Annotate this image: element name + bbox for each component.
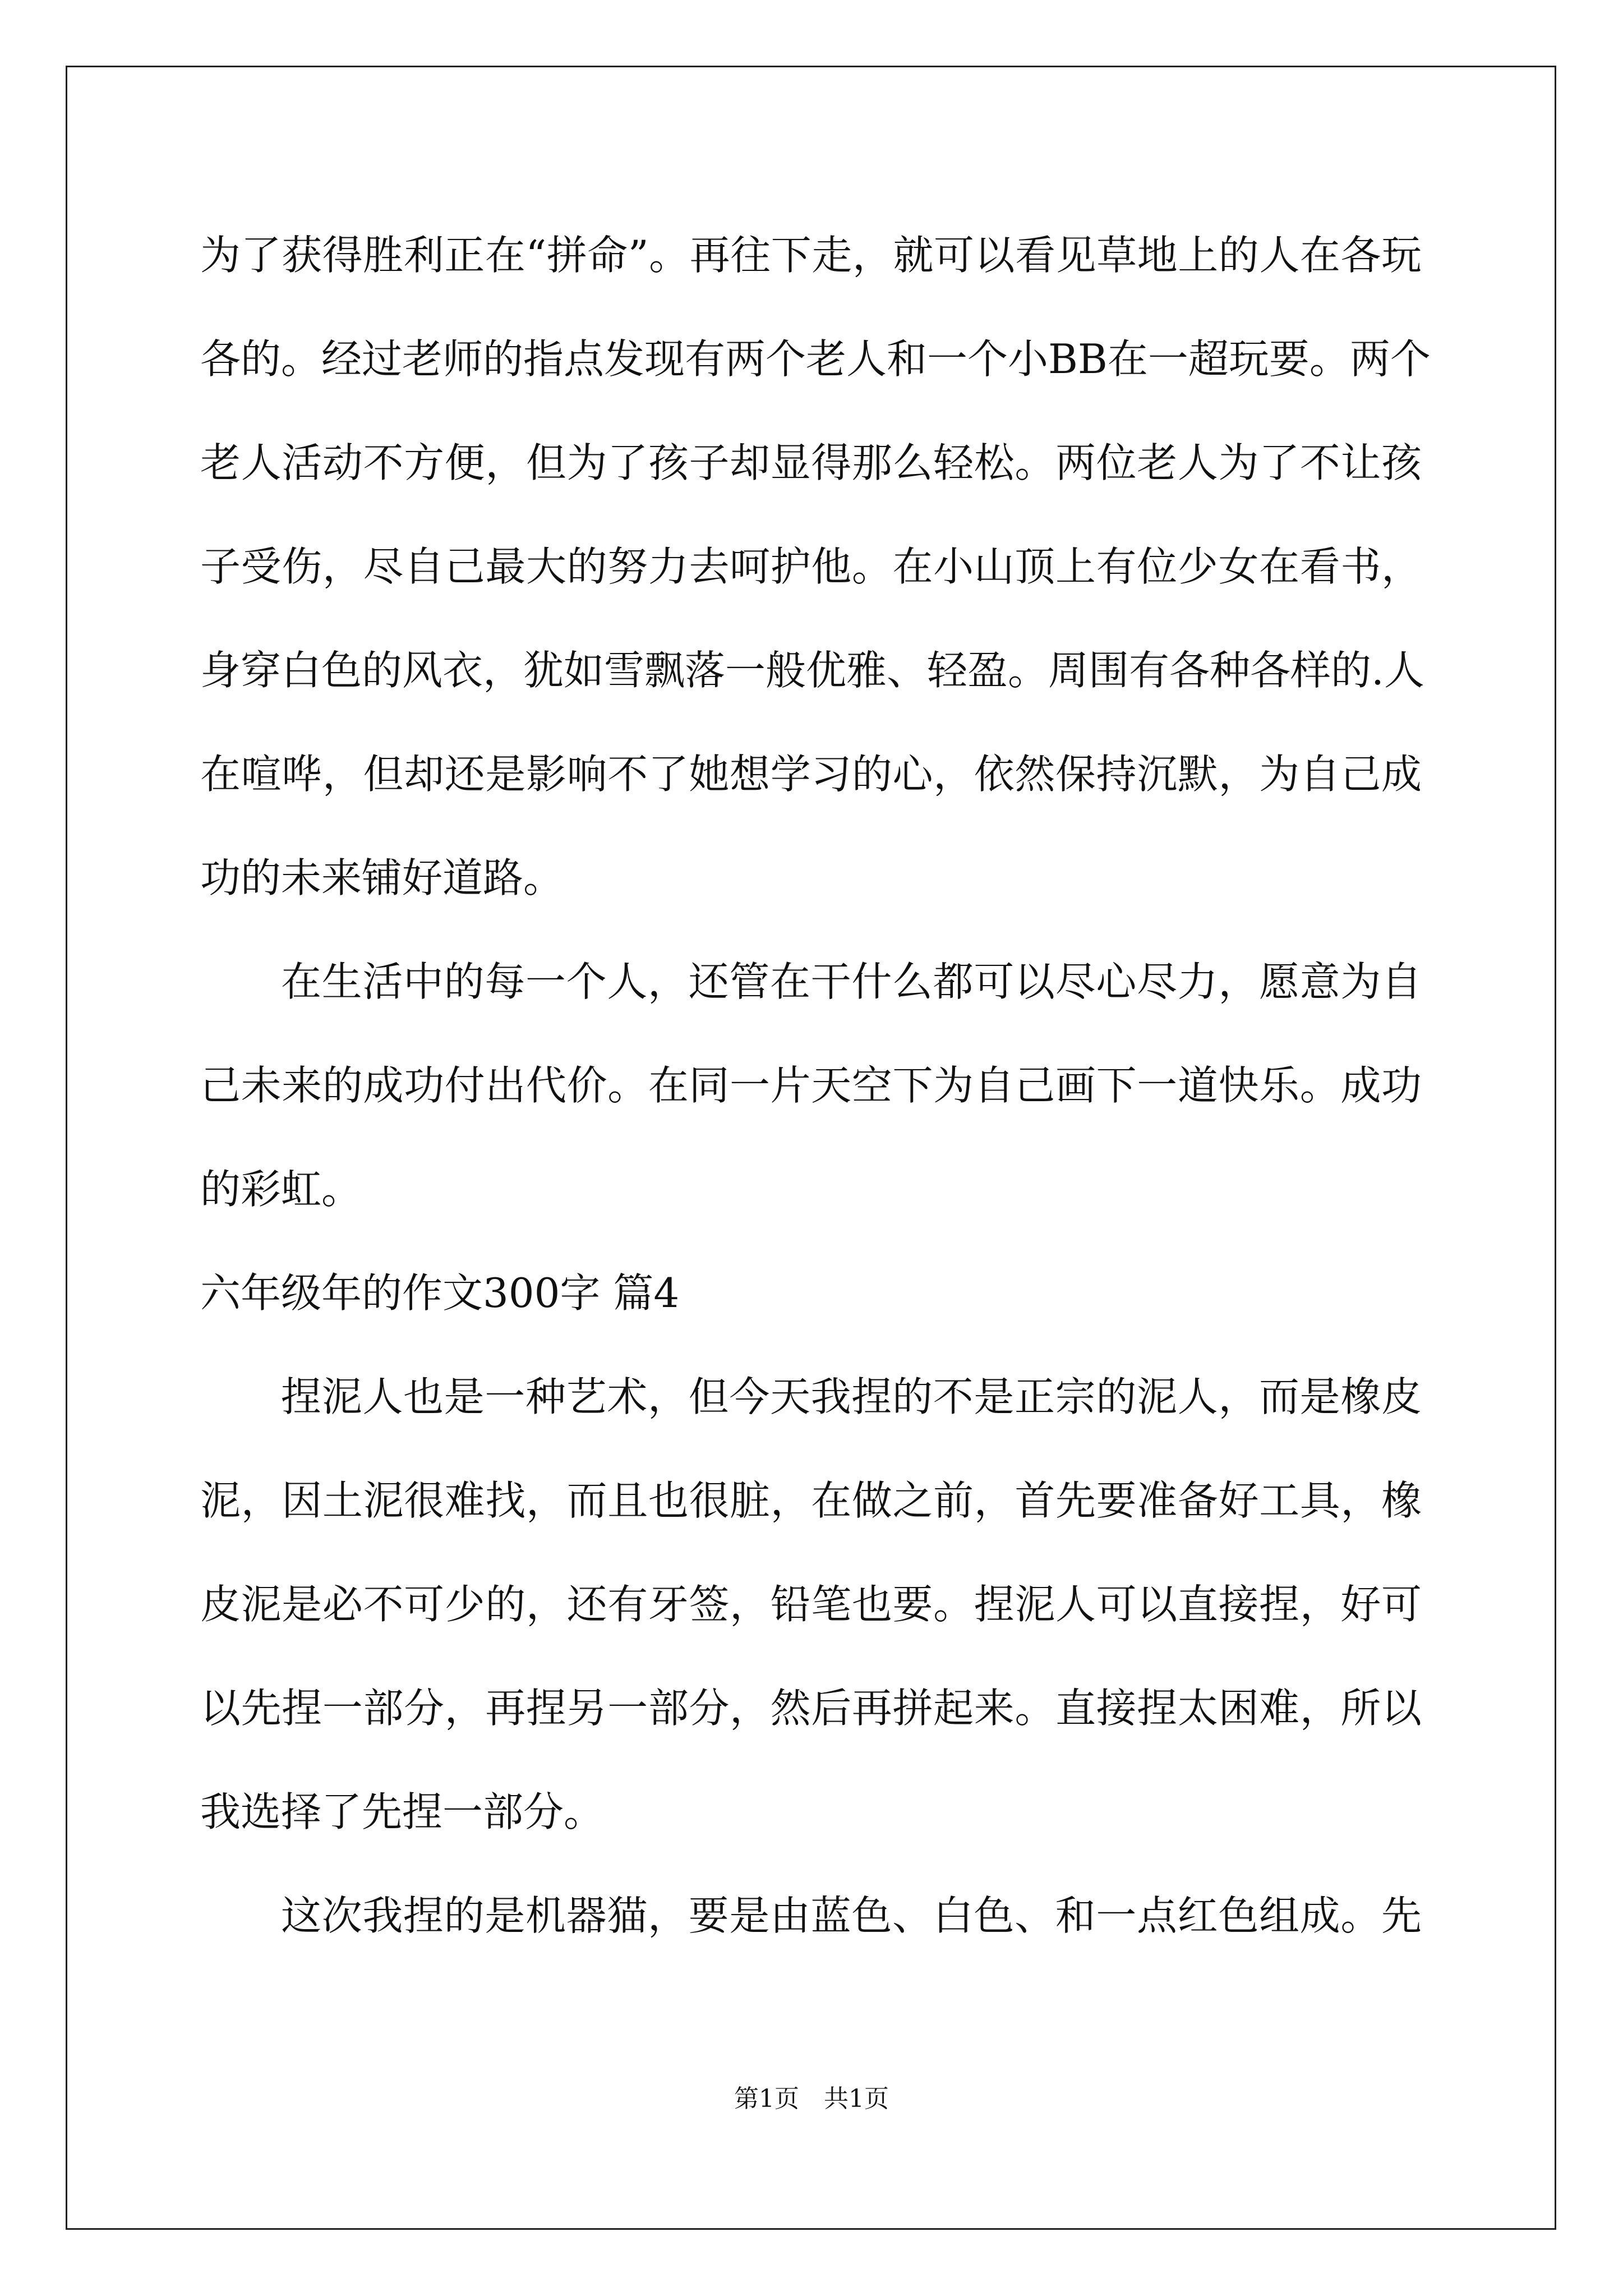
page-total: 共1页 — [824, 2085, 889, 2113]
paragraph-line: 我选择了先捏一部分。 — [200, 1788, 605, 1835]
paragraph-line: 这次我捏的是机器猫，要是由蓝色、白色、和一点红色组成。先 — [281, 1892, 1422, 1939]
paragraph-line: 的彩虹。 — [200, 1166, 362, 1213]
page-number: 第1页 — [734, 2085, 799, 2113]
paragraph-line: 身穿白色的风衣，犹如雪飘落一般优雅、轻盈。周围有各种各样的.人 — [200, 647, 1424, 694]
paragraph-line: 在生活中的每一个人，还管在干什么都可以尽心尽力，愿意为自 — [281, 958, 1422, 1005]
section-heading: 六年级年的作文300字 篇4 — [200, 1269, 680, 1317]
paragraph-line: 功的未来铺好道路。 — [200, 854, 564, 901]
paragraph-line: 老人活动不方便，但为了孩子却显得那么轻松。两位老人为了不让孩 — [200, 439, 1422, 486]
paragraph-line: 在喧哗，但却还是影响不了她想学习的心，依然保持沉默，为自己成 — [200, 751, 1422, 798]
paragraph-line: 各的。经过老师的指点发现有两个老人和一个小BB在一超玩要。两个 — [200, 335, 1431, 383]
footer-gap — [799, 2085, 824, 2113]
paragraph-line: 泥，因土泥很难找，而且也很脏，在做之前，首先要准备好工具，橡 — [200, 1477, 1422, 1524]
paragraph-line: 捏泥人也是一种艺术，但今天我捏的不是正宗的泥人，而是橡皮 — [281, 1373, 1422, 1420]
paragraph-line: 为了获得胜利正在“拼命”。再往下走，就可以看见草地上的人在各玩 — [200, 232, 1422, 279]
paragraph-line: 以先捏一部分，再捏另一部分，然后再拼起来。直接捏太困难，所以 — [200, 1685, 1422, 1732]
paragraph-line: 己未来的成功付出代价。在同一片天空下为自己画下一道快乐。成功 — [200, 1062, 1422, 1109]
paragraph-line: 子受伤，尽自己最大的努力去呵护他。在小山顶上有位少女在看书， — [200, 543, 1422, 590]
page-footer — [0, 2082, 1623, 2116]
paragraph-line: 皮泥是必不可少的，还有牙签，铅笔也要。捏泥人可以直接捏，好可 — [200, 1581, 1422, 1628]
